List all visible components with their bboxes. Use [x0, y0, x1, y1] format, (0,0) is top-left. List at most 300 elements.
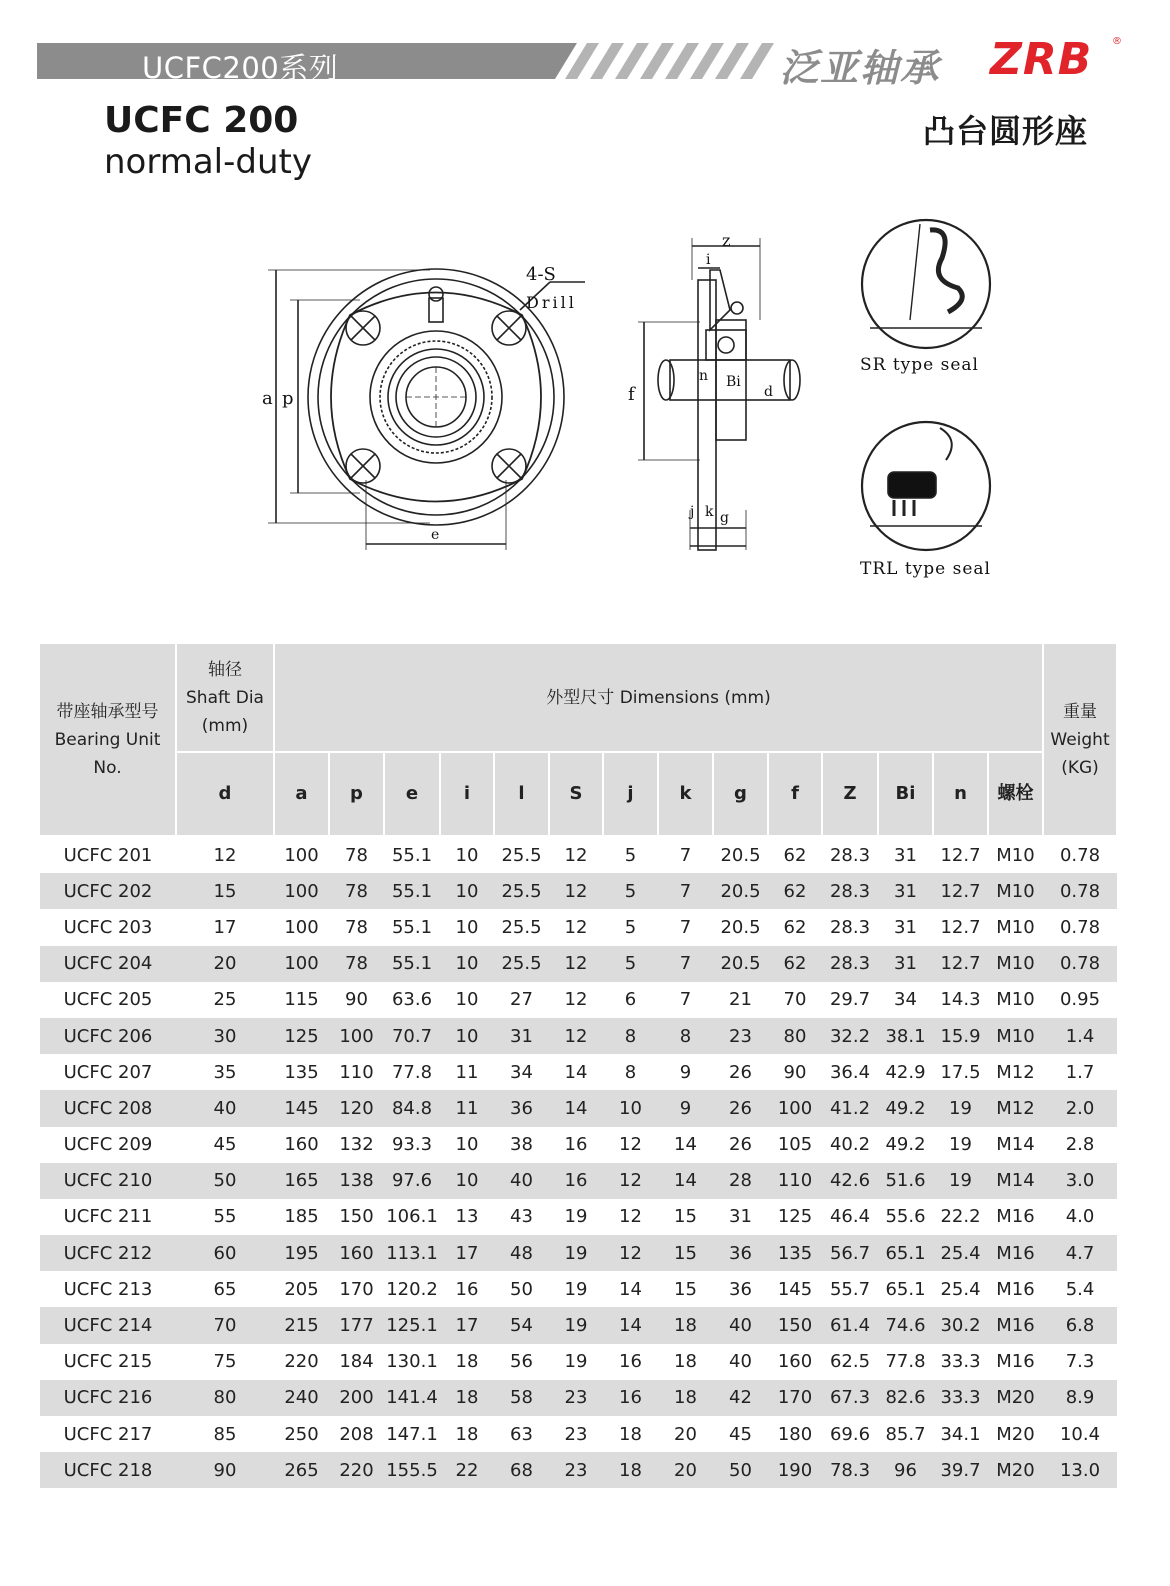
table-cell: 28.3: [829, 916, 871, 938]
label-bi: Bi: [726, 374, 741, 390]
cell-model: UCFC 211: [63, 1206, 153, 1228]
table-cell: 19: [933, 1163, 988, 1199]
table-cell: 195: [274, 1235, 329, 1271]
table-cell: 78: [329, 873, 384, 909]
table-cell: 14: [658, 1163, 713, 1199]
table-cell: 85: [213, 1423, 237, 1445]
table-cell: 31: [878, 946, 933, 982]
table-cell: 27: [510, 989, 533, 1011]
table-cell: 31: [894, 844, 917, 866]
table-cell: 28.3: [822, 946, 878, 982]
table-row: [40, 873, 1117, 909]
table-cell: 10: [455, 916, 479, 938]
header-col-g: g: [713, 752, 768, 836]
cell-model: UCFC 201: [63, 844, 153, 866]
table-cell: 90: [783, 1061, 807, 1083]
table-cell: 55.7: [829, 1278, 871, 1300]
table-cell: 0.78: [1043, 873, 1117, 909]
table-cell: 9: [658, 1090, 713, 1126]
header-col-f: f: [768, 752, 822, 836]
table-cell: 65.1: [878, 1235, 933, 1271]
series-title: UCFC200系列: [142, 51, 339, 85]
table-cell: 38: [510, 1134, 533, 1156]
header-col-s: S: [549, 752, 603, 836]
table-cell: 12.7: [940, 916, 981, 938]
table-cell: 184: [339, 1351, 374, 1373]
table-cell: 18: [455, 1423, 479, 1445]
table-cell: 125: [274, 1018, 329, 1054]
series-banner: [37, 43, 577, 85]
table-cell: 8: [658, 1018, 713, 1054]
table-cell: 100: [284, 844, 319, 866]
header-col-j: j: [603, 752, 658, 836]
table-cell: 155.5: [384, 1452, 440, 1488]
table-cell: 0.95: [1059, 989, 1101, 1011]
table-cell: 42.6: [822, 1163, 878, 1199]
table-cell: 110: [339, 1061, 374, 1083]
table-cell: 74.6: [878, 1307, 933, 1343]
label-d: d: [764, 384, 773, 400]
table-cell: 115: [284, 989, 319, 1011]
table-cell: 15: [658, 1235, 713, 1271]
table-cell: 125: [777, 1206, 813, 1228]
table-cell: 12: [564, 844, 588, 866]
table-row: [40, 1416, 1117, 1452]
cell-model: UCFC 212: [40, 1235, 176, 1271]
table-cell: 208: [339, 1423, 374, 1445]
table-cell: 36: [713, 1235, 768, 1271]
table-cell: 7: [679, 989, 692, 1011]
table-cell: 13.0: [1043, 1452, 1117, 1488]
cell-model: UCFC 216: [40, 1380, 176, 1416]
table-cell: 12: [564, 916, 588, 938]
table-cell: 12.7: [933, 946, 988, 982]
cell-model: UCFC 210: [40, 1163, 176, 1199]
table-cell: 19: [949, 1134, 972, 1156]
table-cell: 28.3: [822, 873, 878, 909]
table-cell: 40: [176, 1090, 274, 1126]
table-cell: 18: [674, 1351, 697, 1373]
table-cell: 49.2: [885, 1134, 926, 1156]
table-row: [40, 1199, 1117, 1235]
table-cell: 78: [329, 946, 384, 982]
table-cell: 20.5: [720, 844, 761, 866]
table-cell: M10: [996, 844, 1035, 866]
table-cell: 14: [549, 1090, 603, 1126]
table-cell: 10: [440, 946, 494, 982]
table-cell: 10.4: [1059, 1423, 1101, 1445]
table-cell: 13: [455, 1206, 479, 1228]
table-cell: 19: [549, 1235, 603, 1271]
cell-model: UCFC 218: [40, 1452, 176, 1488]
header-col-z: Z: [822, 752, 878, 836]
table-cell: 45: [729, 1423, 752, 1445]
label-i: i: [706, 252, 711, 268]
table-cell: 12.7: [940, 844, 981, 866]
seal-trl-caption: TRL type seal: [860, 559, 991, 579]
table-cell: 56.7: [822, 1235, 878, 1271]
table-cell: 12: [603, 1235, 658, 1271]
table-cell: 100: [284, 916, 319, 938]
table-cell: 90: [345, 989, 368, 1011]
cell-model: UCFC 214: [40, 1307, 176, 1343]
table-cell: 250: [284, 1423, 319, 1445]
cell-model: UCFC 205: [63, 989, 153, 1011]
table-cell: 40: [713, 1307, 768, 1343]
table-cell: 10: [455, 1134, 479, 1156]
table-cell: 65.1: [885, 1278, 926, 1300]
table-cell: 7: [679, 844, 692, 866]
table-cell: 8: [624, 1061, 637, 1083]
label-p: p: [282, 388, 294, 409]
table-cell: 190: [768, 1452, 822, 1488]
table-cell: 14: [564, 1061, 588, 1083]
table-cell: M16: [996, 1278, 1035, 1300]
table-cell: 4.0: [1065, 1206, 1095, 1228]
table-cell: 145: [274, 1090, 329, 1126]
table-cell: 55.1: [391, 844, 433, 866]
table-cell: M20: [988, 1452, 1043, 1488]
table-cell: 49.2: [878, 1090, 933, 1126]
table-cell: 220: [284, 1351, 319, 1373]
table-cell: 31: [878, 873, 933, 909]
table-cell: 40: [729, 1351, 752, 1373]
label-g: g: [720, 510, 729, 526]
table-cell: 150: [339, 1206, 374, 1228]
table-cell: 62: [768, 873, 822, 909]
table-cell: 19: [564, 1278, 588, 1300]
technical-drawing: [240, 210, 1030, 590]
table-cell: 180: [777, 1423, 813, 1445]
header-col-i: i: [440, 752, 494, 836]
table-cell: 23: [549, 1380, 603, 1416]
table-cell: 26: [729, 1134, 752, 1156]
table-cell: 23: [564, 1423, 588, 1445]
table-cell: 63: [510, 1423, 533, 1445]
table-cell: 80: [176, 1380, 274, 1416]
table-cell: 15: [674, 1206, 697, 1228]
table-cell: 17: [213, 916, 237, 938]
table-cell: 32.2: [822, 1018, 878, 1054]
table-cell: 7: [679, 916, 692, 938]
table-cell: 31: [494, 1018, 549, 1054]
label-bolt: 4-S: [526, 264, 556, 285]
table-cell: 78.3: [822, 1452, 878, 1488]
table-cell: 12: [549, 946, 603, 982]
table-cell: 185: [284, 1206, 319, 1228]
table-cell: 100: [274, 873, 329, 909]
table-cell: 18: [455, 1351, 479, 1373]
table-cell: 160: [284, 1134, 319, 1156]
header-col-e: e: [384, 752, 440, 836]
table-cell: M14: [996, 1134, 1035, 1156]
table-row: [40, 982, 1117, 1018]
table-cell: 5: [603, 946, 658, 982]
table-cell: 51.6: [878, 1163, 933, 1199]
table-cell: 0.78: [1043, 946, 1117, 982]
table-cell: 34: [894, 989, 917, 1011]
table-cell: 130.1: [386, 1351, 438, 1373]
table-cell: 38.1: [878, 1018, 933, 1054]
table-cell: 1.4: [1043, 1018, 1117, 1054]
table-cell: 106.1: [386, 1206, 438, 1228]
table-cell: 55.6: [885, 1206, 926, 1228]
table-cell: 200: [329, 1380, 384, 1416]
table-cell: 36.4: [829, 1061, 871, 1083]
table-cell: 50: [176, 1163, 274, 1199]
header-bearing-unit: 带座轴承型号 Bearing Unit No.: [40, 644, 176, 836]
table-cell: 15: [176, 873, 274, 909]
table-cell: M10: [988, 1018, 1043, 1054]
header-col-p: p: [329, 752, 384, 836]
table-cell: 62: [783, 916, 807, 938]
header-shaft-dia: 轴径 Shaft Dia (mm): [176, 644, 274, 752]
table-cell: 34.1: [940, 1423, 981, 1445]
table-cell: 30: [176, 1018, 274, 1054]
table-cell: M16: [996, 1351, 1035, 1373]
table-cell: 16: [564, 1134, 588, 1156]
table-cell: 30.2: [933, 1307, 988, 1343]
table-cell: 125.1: [384, 1307, 440, 1343]
table-row: [40, 1344, 1117, 1380]
table-cell: 19: [564, 1351, 588, 1373]
table-cell: 23: [713, 1018, 768, 1054]
header-col-l: l: [494, 752, 549, 836]
table-cell: 12: [213, 844, 237, 866]
table-cell: 205: [284, 1278, 319, 1300]
table-cell: 5: [624, 916, 637, 938]
table-cell: 43: [510, 1206, 533, 1228]
table-cell: 113.1: [384, 1235, 440, 1271]
table-cell: 4.7: [1043, 1235, 1117, 1271]
table-cell: 80: [768, 1018, 822, 1054]
table-cell: 77.8: [391, 1061, 433, 1083]
table-cell: 97.6: [384, 1163, 440, 1199]
table-cell: 10: [455, 844, 479, 866]
table-cell: 20.5: [720, 916, 761, 938]
table-cell: 10: [440, 1163, 494, 1199]
table-cell: 42.9: [885, 1061, 926, 1083]
table-cell: 14: [619, 1278, 642, 1300]
cell-model: UCFC 202: [40, 873, 176, 909]
label-j: j: [690, 504, 695, 520]
table-cell: 215: [274, 1307, 329, 1343]
table-cell: M14: [988, 1163, 1043, 1199]
table-cell: 25.4: [933, 1235, 988, 1271]
table-cell: 77.8: [885, 1351, 926, 1373]
table-cell: 10: [440, 1018, 494, 1054]
table-cell: 120: [329, 1090, 384, 1126]
table-cell: 150: [768, 1307, 822, 1343]
cell-model: UCFC 213: [63, 1278, 153, 1300]
table-cell: 17.5: [940, 1061, 981, 1083]
table-row: [40, 1271, 1117, 1307]
table-cell: 240: [274, 1380, 329, 1416]
table-cell: M12: [988, 1090, 1043, 1126]
table-cell: 16: [549, 1163, 603, 1199]
table-cell: 16: [603, 1380, 658, 1416]
table-cell: 12: [619, 1134, 642, 1156]
cell-model: UCFC 217: [63, 1423, 153, 1445]
table-cell: 54: [494, 1307, 549, 1343]
table-cell: 61.4: [822, 1307, 878, 1343]
table-cell: 3.0: [1043, 1163, 1117, 1199]
header-weight: 重量 Weight (KG): [1043, 644, 1117, 836]
table-cell: M16: [996, 1206, 1035, 1228]
table-cell: 141.4: [384, 1380, 440, 1416]
table-cell: 75: [213, 1351, 237, 1373]
table-cell: 33.3: [940, 1351, 981, 1373]
table-cell: 34: [510, 1061, 533, 1083]
header-col-bolt: 螺栓: [988, 752, 1043, 836]
table-cell: 105: [777, 1134, 813, 1156]
table-cell: 160: [777, 1351, 813, 1373]
table-cell: 65: [213, 1278, 237, 1300]
table-cell: 55.1: [384, 946, 440, 982]
table-cell: 19: [564, 1206, 588, 1228]
header-col-k: k: [658, 752, 713, 836]
table-cell: 22: [440, 1452, 494, 1488]
table-cell: 11: [455, 1061, 479, 1083]
table-cell: 15: [674, 1278, 697, 1300]
table-cell: 55.1: [391, 916, 433, 938]
label-k: k: [705, 504, 714, 520]
cell-model: UCFC 215: [63, 1351, 153, 1373]
table-cell: 10: [440, 873, 494, 909]
table-cell: 265: [274, 1452, 329, 1488]
table-cell: 14: [674, 1134, 697, 1156]
header-dimensions: 外型尺寸 Dimensions (mm): [274, 644, 1043, 752]
table-cell: 21: [729, 989, 752, 1011]
table-row: [40, 1127, 1117, 1163]
table-cell: 16: [619, 1351, 642, 1373]
table-cell: 62: [783, 844, 807, 866]
table-cell: 85.7: [885, 1423, 926, 1445]
table-cell: 165: [274, 1163, 329, 1199]
label-e: e: [431, 527, 440, 543]
table-cell: 82.6: [878, 1380, 933, 1416]
table-cell: 12.7: [933, 873, 988, 909]
table-row: [40, 1452, 1117, 1488]
table-cell: 39.7: [933, 1452, 988, 1488]
table-cell: M10: [988, 873, 1043, 909]
table-cell: 90: [176, 1452, 274, 1488]
table-cell: 23: [549, 1452, 603, 1488]
table-cell: 78: [345, 916, 368, 938]
table-row: [40, 1090, 1117, 1126]
table-row: [40, 836, 1117, 873]
table-cell: 10: [603, 1090, 658, 1126]
dimension-table: [40, 644, 1118, 1488]
table-cell: 120.2: [386, 1278, 438, 1300]
table-cell: M20: [996, 1423, 1035, 1445]
table-cell: 12: [549, 873, 603, 909]
table-cell: 14.3: [940, 989, 981, 1011]
table-cell: 14: [603, 1307, 658, 1343]
table-cell: 18: [619, 1423, 642, 1445]
table-cell: 63.6: [391, 989, 433, 1011]
table-cell: M10: [988, 946, 1043, 982]
label-z: z: [722, 231, 731, 250]
table-cell: 170: [768, 1380, 822, 1416]
table-cell: 70: [176, 1307, 274, 1343]
table-cell: 16: [455, 1278, 479, 1300]
table-cell: 6.8: [1043, 1307, 1117, 1343]
table-cell: 9: [679, 1061, 692, 1083]
table-cell: 5.4: [1065, 1278, 1095, 1300]
table-cell: 20: [176, 946, 274, 982]
table-cell: 25.5: [494, 873, 549, 909]
table-cell: 5: [603, 873, 658, 909]
table-cell: 40.2: [829, 1134, 871, 1156]
table-cell: 93.3: [391, 1134, 433, 1156]
table-cell: 28: [713, 1163, 768, 1199]
table-cell: 20.5: [713, 873, 768, 909]
table-row: [40, 1380, 1117, 1416]
table-cell: 2.8: [1065, 1134, 1095, 1156]
table-cell: 50: [510, 1278, 533, 1300]
label-f: f: [628, 384, 635, 405]
table-cell: 20: [674, 1423, 697, 1445]
table-row: [40, 1307, 1117, 1343]
table-cell: 28.3: [829, 844, 871, 866]
label-a: a: [262, 388, 273, 409]
table-cell: 25.5: [494, 946, 549, 982]
table-cell: 36: [729, 1278, 752, 1300]
table-cell: 135: [284, 1061, 319, 1083]
table-cell: 35: [213, 1061, 237, 1083]
table-cell: 100: [329, 1018, 384, 1054]
table-cell: 12: [564, 989, 588, 1011]
label-drill: Drill: [526, 293, 577, 312]
table-cell: 46.4: [829, 1206, 871, 1228]
table-cell: 177: [329, 1307, 384, 1343]
table-cell: 5: [624, 844, 637, 866]
table-cell: 0.78: [1059, 916, 1101, 938]
table-cell: 62.5: [829, 1351, 871, 1373]
table-cell: 100: [768, 1090, 822, 1126]
table-cell: M10: [996, 916, 1035, 938]
table-cell: 17: [440, 1307, 494, 1343]
table-cell: 19: [933, 1090, 988, 1126]
brand-logo: ZRB: [990, 34, 1093, 85]
table-cell: 58: [494, 1380, 549, 1416]
table-cell: 6: [624, 989, 637, 1011]
table-row: [40, 1235, 1117, 1271]
table-cell: 18: [658, 1307, 713, 1343]
table-row: [40, 1054, 1117, 1090]
table-cell: 70.7: [384, 1018, 440, 1054]
table-cell: 62: [768, 946, 822, 982]
table-cell: 25.5: [501, 916, 542, 938]
table-cell: 50: [713, 1452, 768, 1488]
table-cell: 20: [658, 1452, 713, 1488]
table-cell: 22.2: [940, 1206, 981, 1228]
table-cell: 45: [213, 1134, 237, 1156]
duty-subtitle: normal-duty: [104, 142, 312, 182]
table-cell: 41.2: [822, 1090, 878, 1126]
registered-mark: ®: [1112, 36, 1122, 47]
table-cell: 17: [440, 1235, 494, 1271]
seal-sr-caption: SR type seal: [860, 355, 979, 375]
header-col-n: n: [933, 752, 988, 836]
header-col-d: d: [176, 752, 274, 836]
table-cell: 7: [658, 946, 713, 982]
table-body: [40, 836, 1117, 1488]
table-cell: 1.7: [1065, 1061, 1095, 1083]
cell-model: UCFC 207: [63, 1061, 153, 1083]
housing-type-title: 凸台圆形座: [923, 112, 1089, 150]
